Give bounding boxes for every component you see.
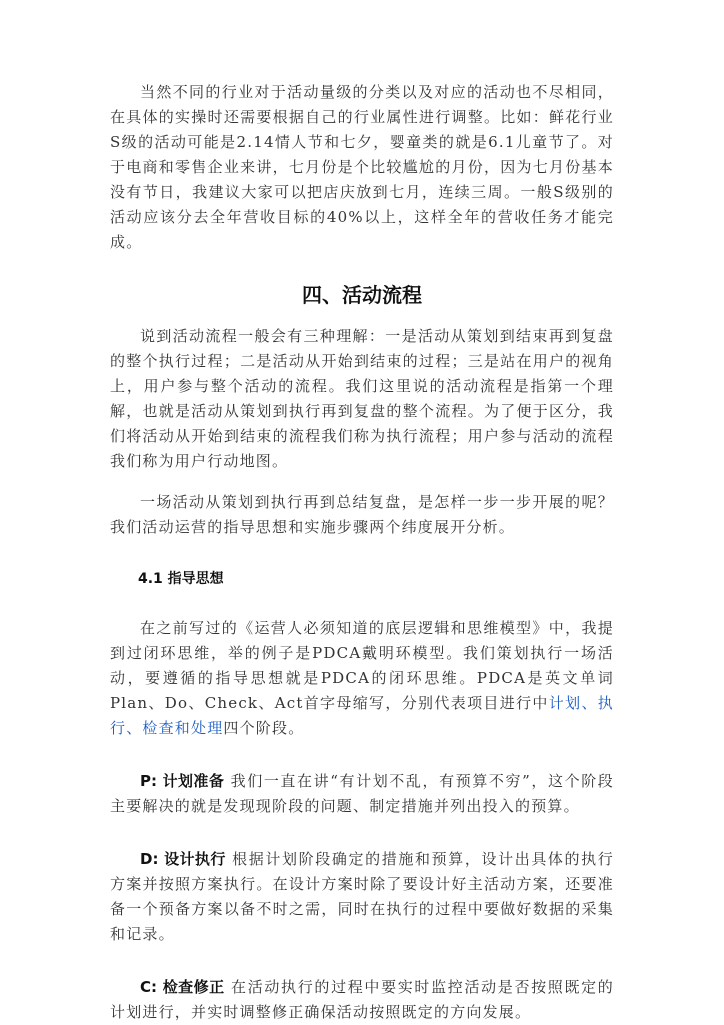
do-description: 根据计划阶段确定的措施和预算，设计出具体的执行方案并按照方案执行。在设计方案时除了要设计好主活动方案，还要准备一个预备方案以备不时之需，同时在执行的过程中要做好数据的采集和记录。 bbox=[110, 850, 614, 943]
plan-description: 我们一直在讲“有计划不乱，有预算不穷”，这个阶段主要解决的就是发现现阶段的问题、制定措施并列出投入的预算。 bbox=[110, 772, 615, 815]
document-body bbox=[110, 80, 614, 1025]
term-plan: P: 计划准备 bbox=[140, 772, 225, 790]
check-description: 在活动执行的过程中要实时监控活动是否按照既定的计划进行，并实时调整修正确保活动按照既定的方向发展。 bbox=[110, 978, 615, 1021]
paragraph-activity-levels: 当然不同的行业对于活动量级的分类以及对应的活动也不尽相同，在具体的实操时还需要根据自己的行业属性进行调整。比如：鲜花行业S级的活动可能是2.14情人节和七夕，婴童类的就是6.1儿童节了。对于电商和零售企业来讲，七月份是个比较尴尬的月份，因为七月份基本没有节日，我建议大家可以把店庆放到七月，连续三周。一般S级别的活动应该分去全年营收目标的40%以上，这样全年的营收任务才能完成。 bbox=[110, 83, 614, 251]
subsection-heading: 4.1 指导思想 bbox=[138, 571, 224, 587]
section-heading: 四、活动流程 bbox=[302, 283, 422, 307]
paragraph-plan bbox=[110, 769, 614, 819]
paragraph-do bbox=[110, 847, 614, 947]
paragraph-pdca bbox=[110, 616, 614, 741]
paragraph-process-definition: 说到活动流程一般会有三种理解：一是活动从策划到结束再到复盘的整个执行过程；二是活动从开始到结束的过程；三是站在用户的视角上，用户参与整个活动的流程。我们这里说的活动流程是指第一个理解，也就是活动从策划到执行再到复盘的整个流程。为了便于区分，我们将活动从开始到结束的流程我们称为执行流程；用户参与活动的流程我们称为用户行动地图。 bbox=[110, 327, 614, 470]
pdca-highlight-link[interactable]: 计划、执行、检查和处理 bbox=[110, 694, 614, 737]
term-check: C: 检查修正 bbox=[140, 978, 225, 996]
pdca-text-prefix: 在之前写过的《运营人必须知道的底层逻辑和思维模型》中，我提到过闭环思维，举的例子是PDCA戴明环模型。我们策划执行一场活动，要遵循的指导思想就是PDCA的闭环思维。PDCA是英文单词Plan、Do、Check、Act首字母缩写，分别代表项目进行中 bbox=[110, 619, 614, 712]
paragraph-process-intro: 一场活动从策划到执行再到总结复盘，是怎样一步一步开展的呢？我们活动运营的指导思想和实施步骤两个纬度展开分析。 bbox=[110, 493, 614, 536]
pdca-text-suffix: 四个阶段。 bbox=[223, 719, 305, 737]
term-do: D: 设计执行 bbox=[140, 850, 226, 868]
paragraph-check bbox=[110, 975, 614, 1025]
